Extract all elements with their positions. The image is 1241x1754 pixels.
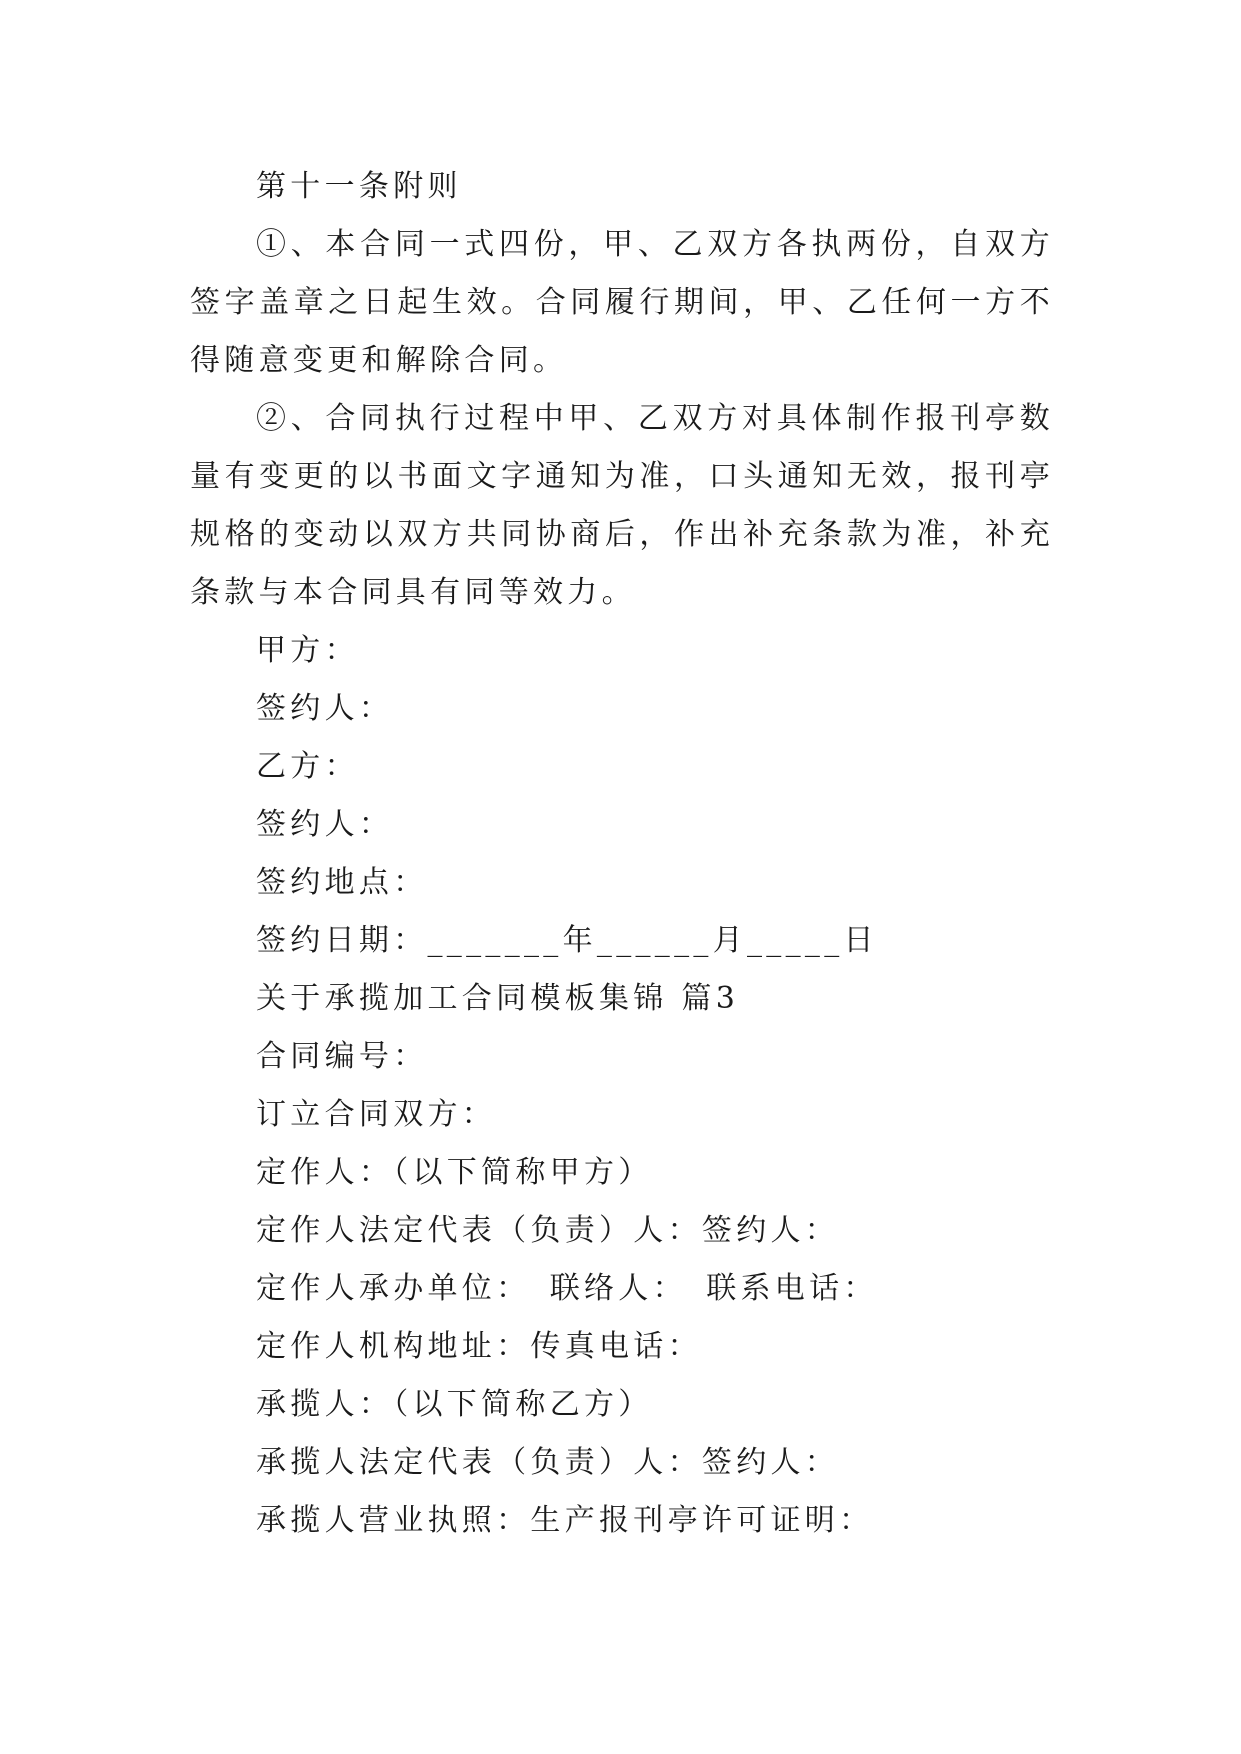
contract-number-line: 合同编号：: [256, 1039, 428, 1074]
clause-2: ②、合同执行过程中甲、乙双方对具体制作报刊亭数量有变更的以书面文字通知为准，口头通知无效，报刊亭规格的变动以双方共同协商后，作出补充条款为准，补充条款与本合同具有同等效力。: [190, 401, 1054, 610]
clause-1: ①、本合同一式四份，甲、乙双方各执两份，自双方签字盖章之日起生效。合同履行期间，甲、乙任何一方不得随意变更和解除合同。: [190, 227, 1054, 378]
sign-date-line: 签约日期：_______年______月_____日: [256, 923, 878, 958]
customer-representative-line: 定作人法定代表（负责）人：签约人：: [256, 1213, 840, 1248]
contractor-representative-line: 承揽人法定代表（负责）人：签约人：: [256, 1445, 840, 1480]
article-title: 第十一条附则: [256, 169, 462, 204]
customer-address-line: 定作人机构地址：传真电话：: [256, 1329, 702, 1364]
customer-line: 定作人：（以下简称甲方）: [256, 1155, 653, 1190]
signer-a-line: 签约人：: [256, 691, 394, 726]
contractor-license-line: 承揽人营业执照：生产报刊亭许可证明：: [256, 1503, 874, 1538]
document-page: [190, 158, 1054, 1550]
sign-place-line: 签约地点：: [256, 865, 428, 900]
contract-parties-line: 订立合同双方：: [256, 1097, 497, 1132]
section-title: 关于承揽加工合同模板集锦 篇3: [256, 981, 740, 1016]
customer-unit-line: 定作人承办单位： 联络人： 联系电话：: [256, 1271, 878, 1306]
signer-b-line: 签约人：: [256, 807, 394, 842]
contractor-line: 承揽人：（以下简称乙方）: [256, 1387, 653, 1422]
party-b-line: 乙方：: [256, 749, 359, 784]
party-a-line: 甲方：: [256, 633, 359, 668]
